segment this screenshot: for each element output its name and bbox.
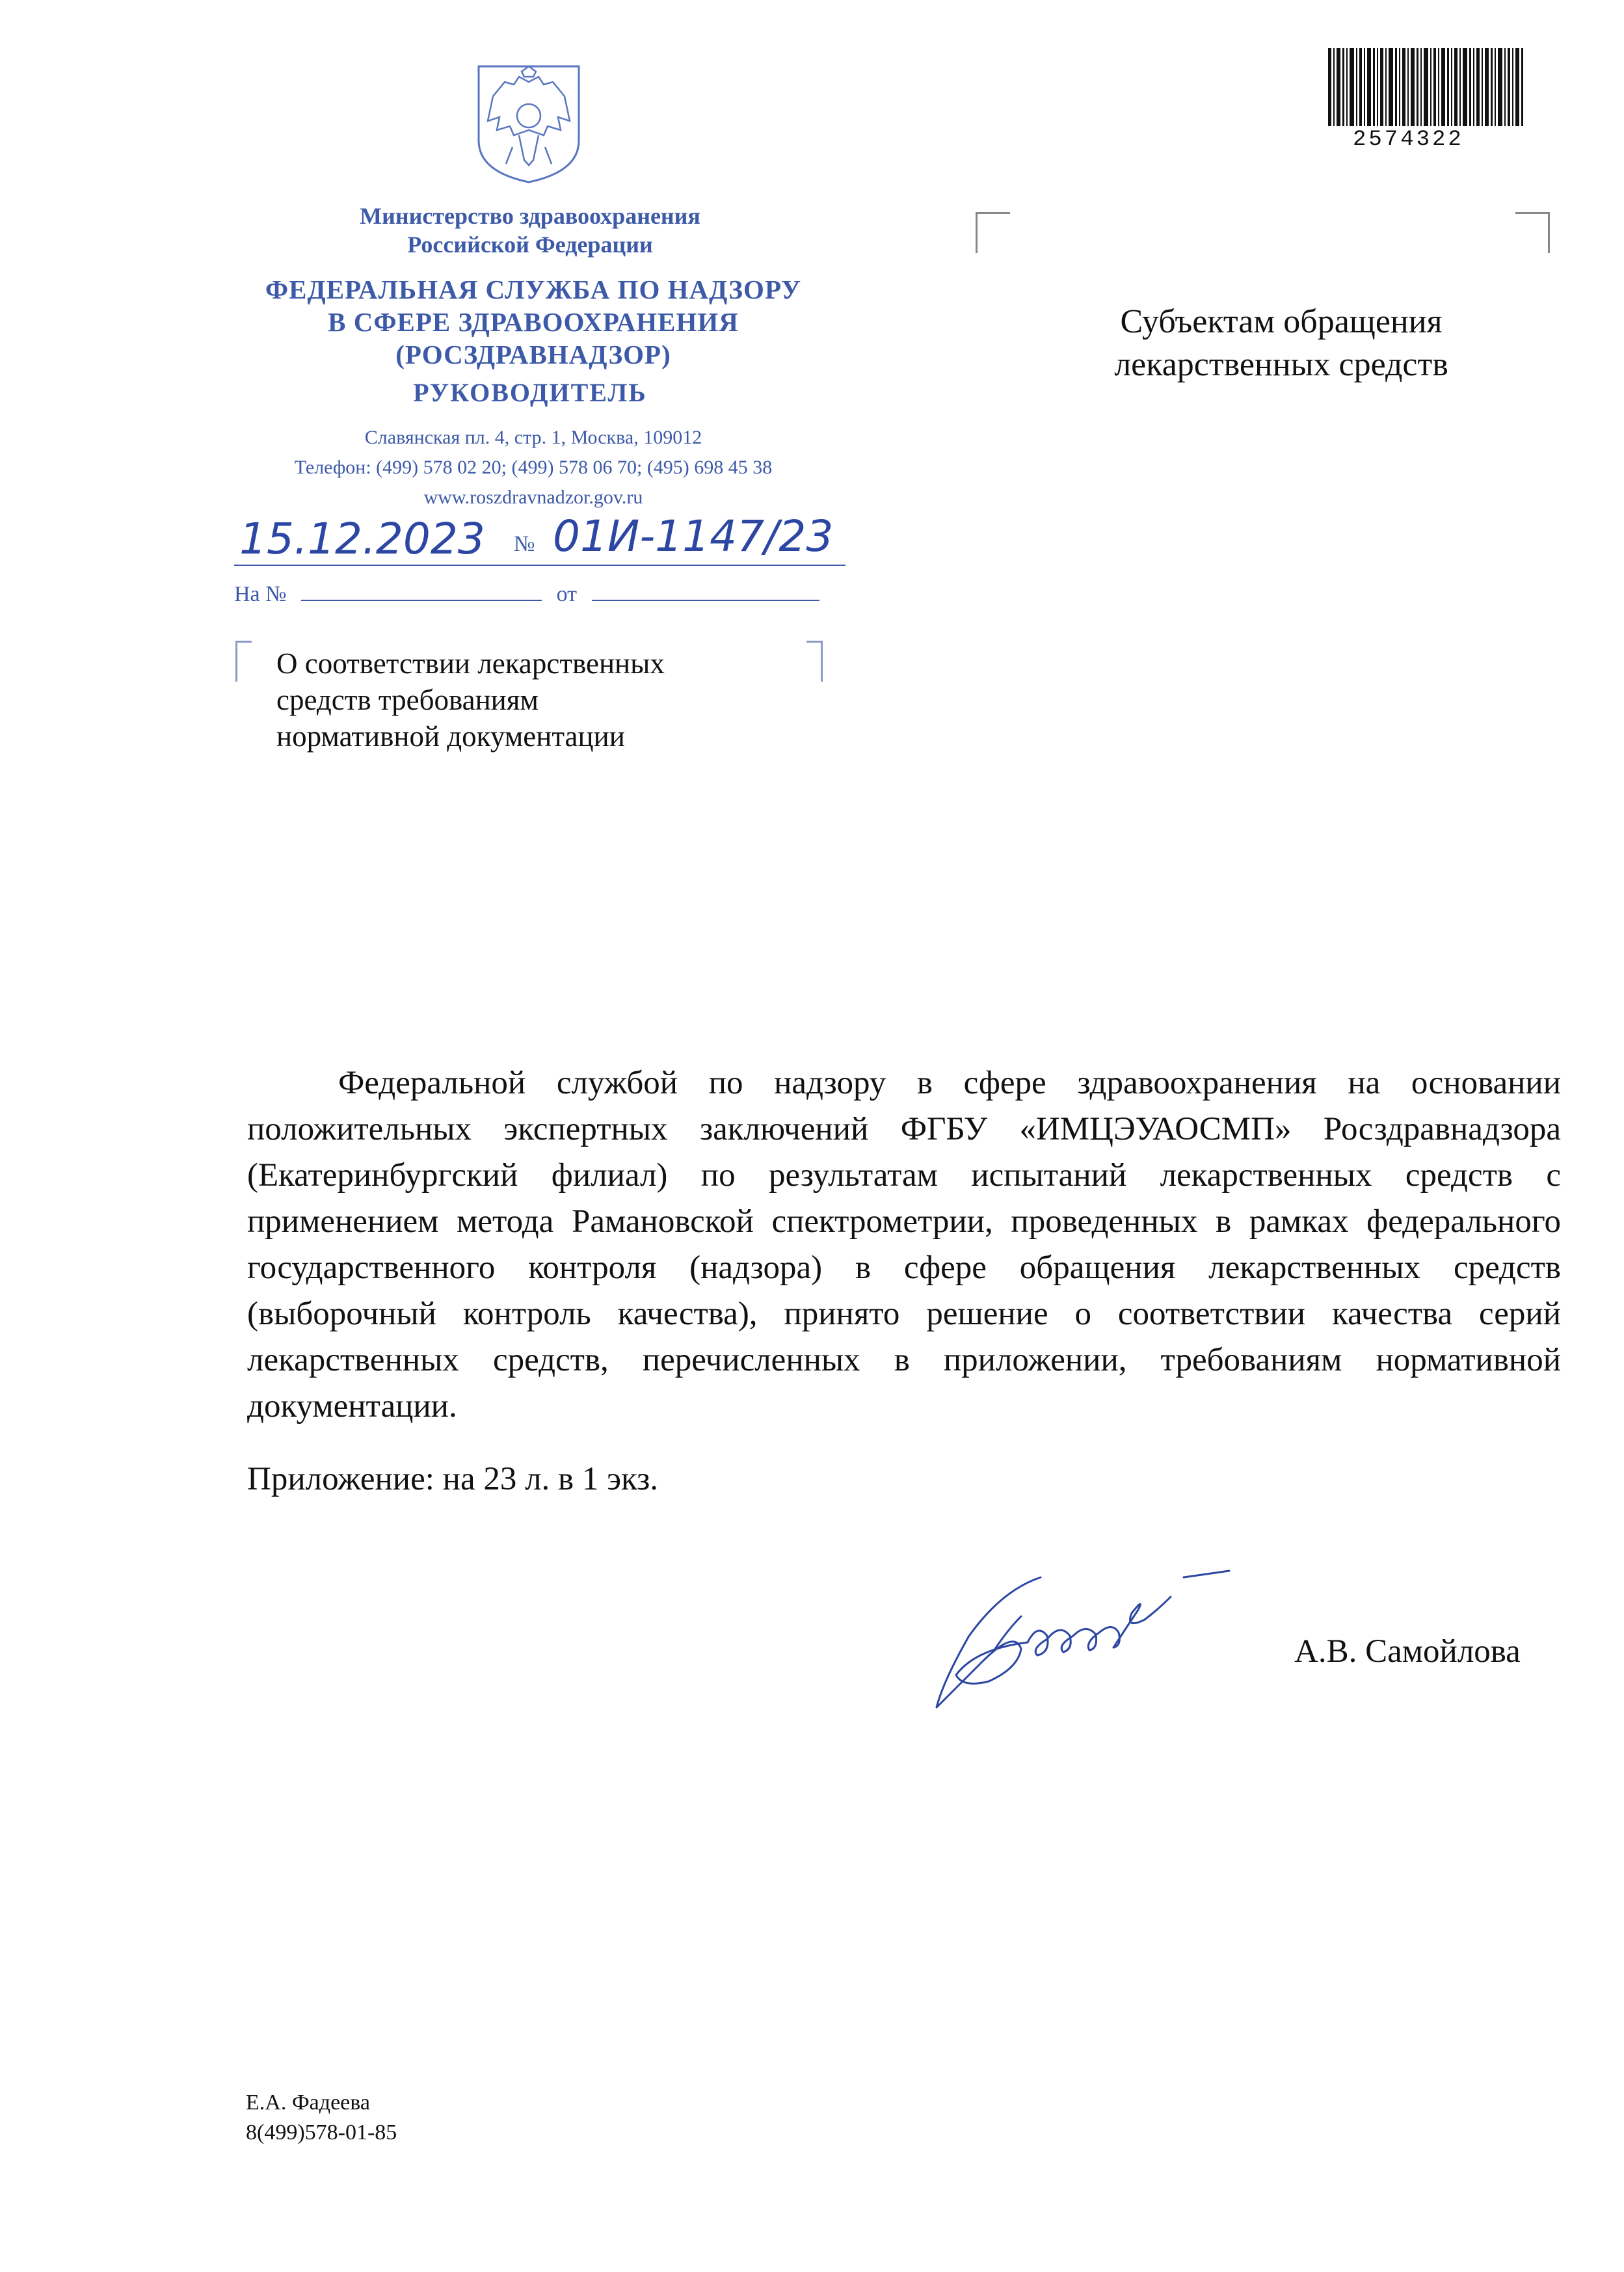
- recipient-line-2: лекарственных средств: [1114, 346, 1448, 383]
- registration-line: [234, 511, 845, 566]
- ministry-line-1: Министерство здравоохранения: [360, 203, 700, 229]
- head-title: РУКОВОДИТЕЛЬ: [413, 378, 647, 407]
- letter-body: [247, 1060, 1561, 1430]
- registration-date: 15.12.2023: [239, 514, 485, 564]
- recipient: [1067, 301, 1496, 386]
- signer-name: А.В. Самойлова: [1294, 1633, 1521, 1670]
- number-sign: №: [514, 532, 535, 556]
- subject-line-1: О соответствии лекарственных: [276, 647, 665, 680]
- attachment-note: Приложение: на 23 л. в 1 экз.: [247, 1461, 658, 1497]
- subject-bracket-right: [806, 641, 823, 682]
- reference-date-blank: [592, 600, 819, 601]
- contact-info: [221, 423, 845, 513]
- service-line-3: (РОСЗДРАВНАДЗОР): [395, 340, 671, 369]
- service-line-2: В СФЕРЕ ЗДРАВООХРАНЕНИЯ: [328, 307, 739, 337]
- letter-subject: [276, 645, 665, 755]
- website: www.roszdravnadzor.gov.ru: [423, 487, 643, 508]
- ministry-name: [260, 202, 800, 259]
- reference-line: [234, 582, 826, 621]
- barcode: [1327, 48, 1528, 136]
- barcode-number: 2574322: [1353, 127, 1464, 152]
- recipient-line-1: Субъектам обращения: [1120, 303, 1443, 340]
- executor-info: [246, 2088, 397, 2148]
- address: Славянская пл. 4, стр. 1, Москва, 109012: [364, 427, 702, 448]
- registration-underline: [234, 565, 845, 566]
- service-name: [221, 273, 845, 371]
- subject-bracket-left: [235, 641, 252, 682]
- coat-of-arms-emblem: [473, 62, 584, 185]
- executor-phone: 8(499)578-01-85: [246, 2120, 397, 2145]
- ministry-line-2: Российской Федерации: [407, 232, 653, 258]
- reference-from-label: от: [556, 582, 578, 606]
- executor-name: Е.А. Фадеева: [246, 2091, 370, 2115]
- address-bracket-right: [1515, 212, 1550, 253]
- body-paragraph: Федеральной службой по надзору в сфере здравоохранения на основании положительных экспертных заключений ФГБУ «ИМЦЭУАОСМП» Росздравнадзора (Екатеринбургский филиал) по результатам испытаний лекарственных средств с применением метода Рамановской спектрометрии, проведенных в рамках федерального государственного контроля (надзора) в сфере обращения лекарственных средств (выборочный контроль качества), принято решение о соответствии качества серий лекарственных средств, перечисленных в приложении, требованиям нормативной документации.: [247, 1065, 1561, 1424]
- phone-numbers: Телефон: (499) 578 02 20; (499) 578 06 70; (495) 698 45 38: [294, 457, 773, 478]
- registration-number: 01И-1147/23: [553, 511, 834, 561]
- service-line-1: ФЕДЕРАЛЬНАЯ СЛУЖБА ПО НАДЗОРУ: [265, 274, 802, 304]
- address-bracket-left: [976, 212, 1010, 253]
- reference-number-blank: [301, 600, 542, 601]
- subject-line-3: нормативной документации: [276, 720, 625, 753]
- subject-line-2: средств требованиям: [276, 684, 539, 716]
- reference-label: На №: [234, 582, 287, 606]
- handwritten-signature: [924, 1551, 1262, 1714]
